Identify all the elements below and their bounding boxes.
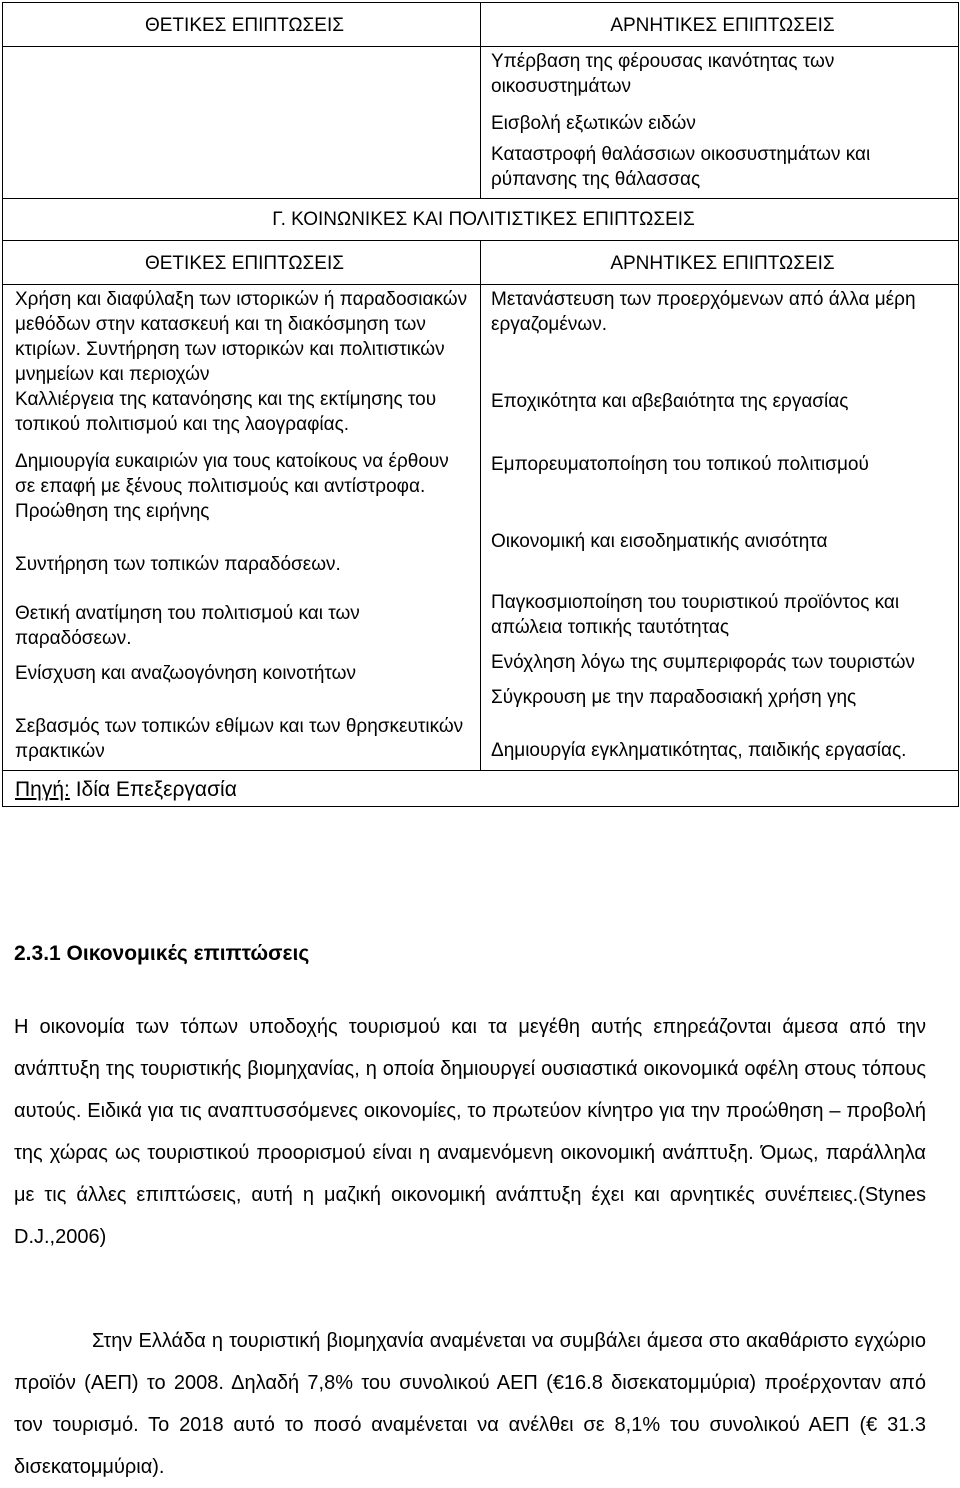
- social-negative-item: Μετανάστευση των προερχόμενων από άλλα μέρη εργαζομένων.: [491, 289, 916, 335]
- social-positive-item: Προώθηση της ειρήνης: [15, 501, 210, 522]
- social-positive-item: Καλλιέργεια της κατανόησης και της εκτίμησης του τοπικού πολιτισμού και της λαογραφίας.: [15, 389, 437, 435]
- social-positive-item: Θετική ανατίμηση του πολιτισμού και των παραδόσεων.: [15, 603, 360, 649]
- social-negative-item: Εμπορευματοποίηση του τοπικού πολιτισμού: [491, 454, 869, 475]
- social-negative-item: Σύγκρουση με την παραδοσιακή χρήση γης: [491, 687, 857, 708]
- impacts-table: [2, 2, 959, 807]
- social-positive-item: Ενίσχυση και αναζωογόνηση κοινοτήτων: [15, 663, 356, 684]
- env-negative-cell: [481, 47, 959, 199]
- source-value: Ιδία Επεξεργασία: [69, 778, 237, 801]
- social-section-title: Γ. ΚΟΙΝΩΝΙΚΕΣ ΚΑΙ ΠΟΛΙΤΙΣΤΙΚΕΣ ΕΠΙΠΤΩΣΕΙΣ: [3, 199, 959, 241]
- social-negative-cell: [481, 285, 959, 771]
- source-label: Πηγή:: [15, 778, 70, 801]
- social-negative-item: Δημιουργία εγκληματικότητας, παιδικής εργασίας.: [491, 740, 907, 761]
- env-positive-header: ΘΕΤΙΚΕΣ ΕΠΙΠΤΩΣΕΙΣ: [3, 3, 481, 47]
- social-positive-cell: [3, 285, 481, 771]
- body-paragraph: Στην Ελλάδα η τουριστική βιομηχανία αναμένεται να συμβάλει άμεσα στο ακαθάριστο εγχώριο προϊόν (ΑΕΠ) το 2008. Δηλαδή 7,8% του συνολικού ΑΕΠ (€16.8 δισεκατομμύρια) προέρχονταν από τον τουρισμό. Το 2018 αυτό το ποσό αναμένεται να ανέλθει σε 8,1% του συνολικού ΑΕΠ (€ 31.3 δισεκατομμύρια).: [14, 1330, 926, 1478]
- env-negative-item: Εισβολή εξωτικών ειδών: [491, 113, 696, 134]
- section-heading: 2.3.1 Οικονομικές επιπτώσεις: [14, 942, 310, 965]
- body-paragraph: Η οικονομία των τόπων υποδοχής τουρισμού και τα μεγέθη αυτής επηρεάζονται άμεσα από την ανάπτυξη της τουριστικής βιομηχανίας, η οποία δημιουργεί ουσιαστικά οικονομικά οφέλη στους τόπους αυτούς. Ειδικά για τις αναπτυσσόμενες οικονομίες, το πρωτεύον κίνητρο για την προώθηση – προβολή της χώρας ως τουριστικού προορισμού είναι η αναμενόμενη οικονομική ανάπτυξη. Όμως, παράλληλα με τις άλλες επιπτώσεις, αυτή η μαζική οικονομική ανάπτυξη έχει και αρνητικές συνέπειες.(Stynes D.J.,2006): [14, 1016, 926, 1248]
- env-positive-cell: [3, 47, 481, 199]
- social-negative-header: ΑΡΝΗΤΙΚΕΣ ΕΠΙΠΤΩΣΕΙΣ: [481, 241, 959, 285]
- social-positive-item: Συντήρηση των τοπικών παραδόσεων.: [15, 554, 341, 575]
- env-negative-item: Υπέρβαση της φέρουσας ικανότητας των οικοσυστημάτων: [491, 51, 835, 97]
- social-block-row: [3, 285, 959, 771]
- env-negative-item: Καταστροφή θαλάσσιων οικοσυστημάτων και ρύπανσης της θάλασσας: [491, 144, 871, 190]
- social-negative-item: Παγκοσμιοποίηση του τουριστικού προϊόντος και απώλεια τοπικής ταυτότητας: [491, 592, 900, 638]
- social-negative-item: Ενόχληση λόγω της συμπεριφοράς των τουριστών: [491, 652, 915, 673]
- table-source: [3, 771, 959, 807]
- social-positive-item: Δημιουργία ευκαιριών για τους κατοίκους να έρθουν σε επαφή με ξένους πολιτισμούς και αντίστροφα.: [15, 451, 449, 497]
- source-row: [3, 771, 959, 807]
- env-negative-header: ΑΡΝΗΤΙΚΕΣ ΕΠΙΠΤΩΣΕΙΣ: [481, 3, 959, 47]
- social-negative-item: Εποχικότητα και αβεβαιότητα της εργασίας: [491, 391, 849, 412]
- env-header-row: [3, 3, 959, 47]
- social-positive-header: ΘΕΤΙΚΕΣ ΕΠΙΠΤΩΣΕΙΣ: [3, 241, 481, 285]
- env-row: [3, 47, 959, 199]
- social-header-row: [3, 241, 959, 285]
- social-positive-item: Σεβασμός των τοπικών εθίμων και των θρησκευτικών πρακτικών: [15, 716, 464, 762]
- social-title-row: [3, 199, 959, 241]
- social-negative-item: Οικονομική και εισοδηματικής ανισότητα: [491, 531, 828, 552]
- social-positive-item: Χρήση και διαφύλαξη των ιστορικών ή παραδοσιακών μεθόδων στην κατασκευή και τη διακόσμηση των κτιρίων. Συντήρηση των ιστορικών και πολιτιστικών μνημείων και περιοχών: [15, 289, 468, 385]
